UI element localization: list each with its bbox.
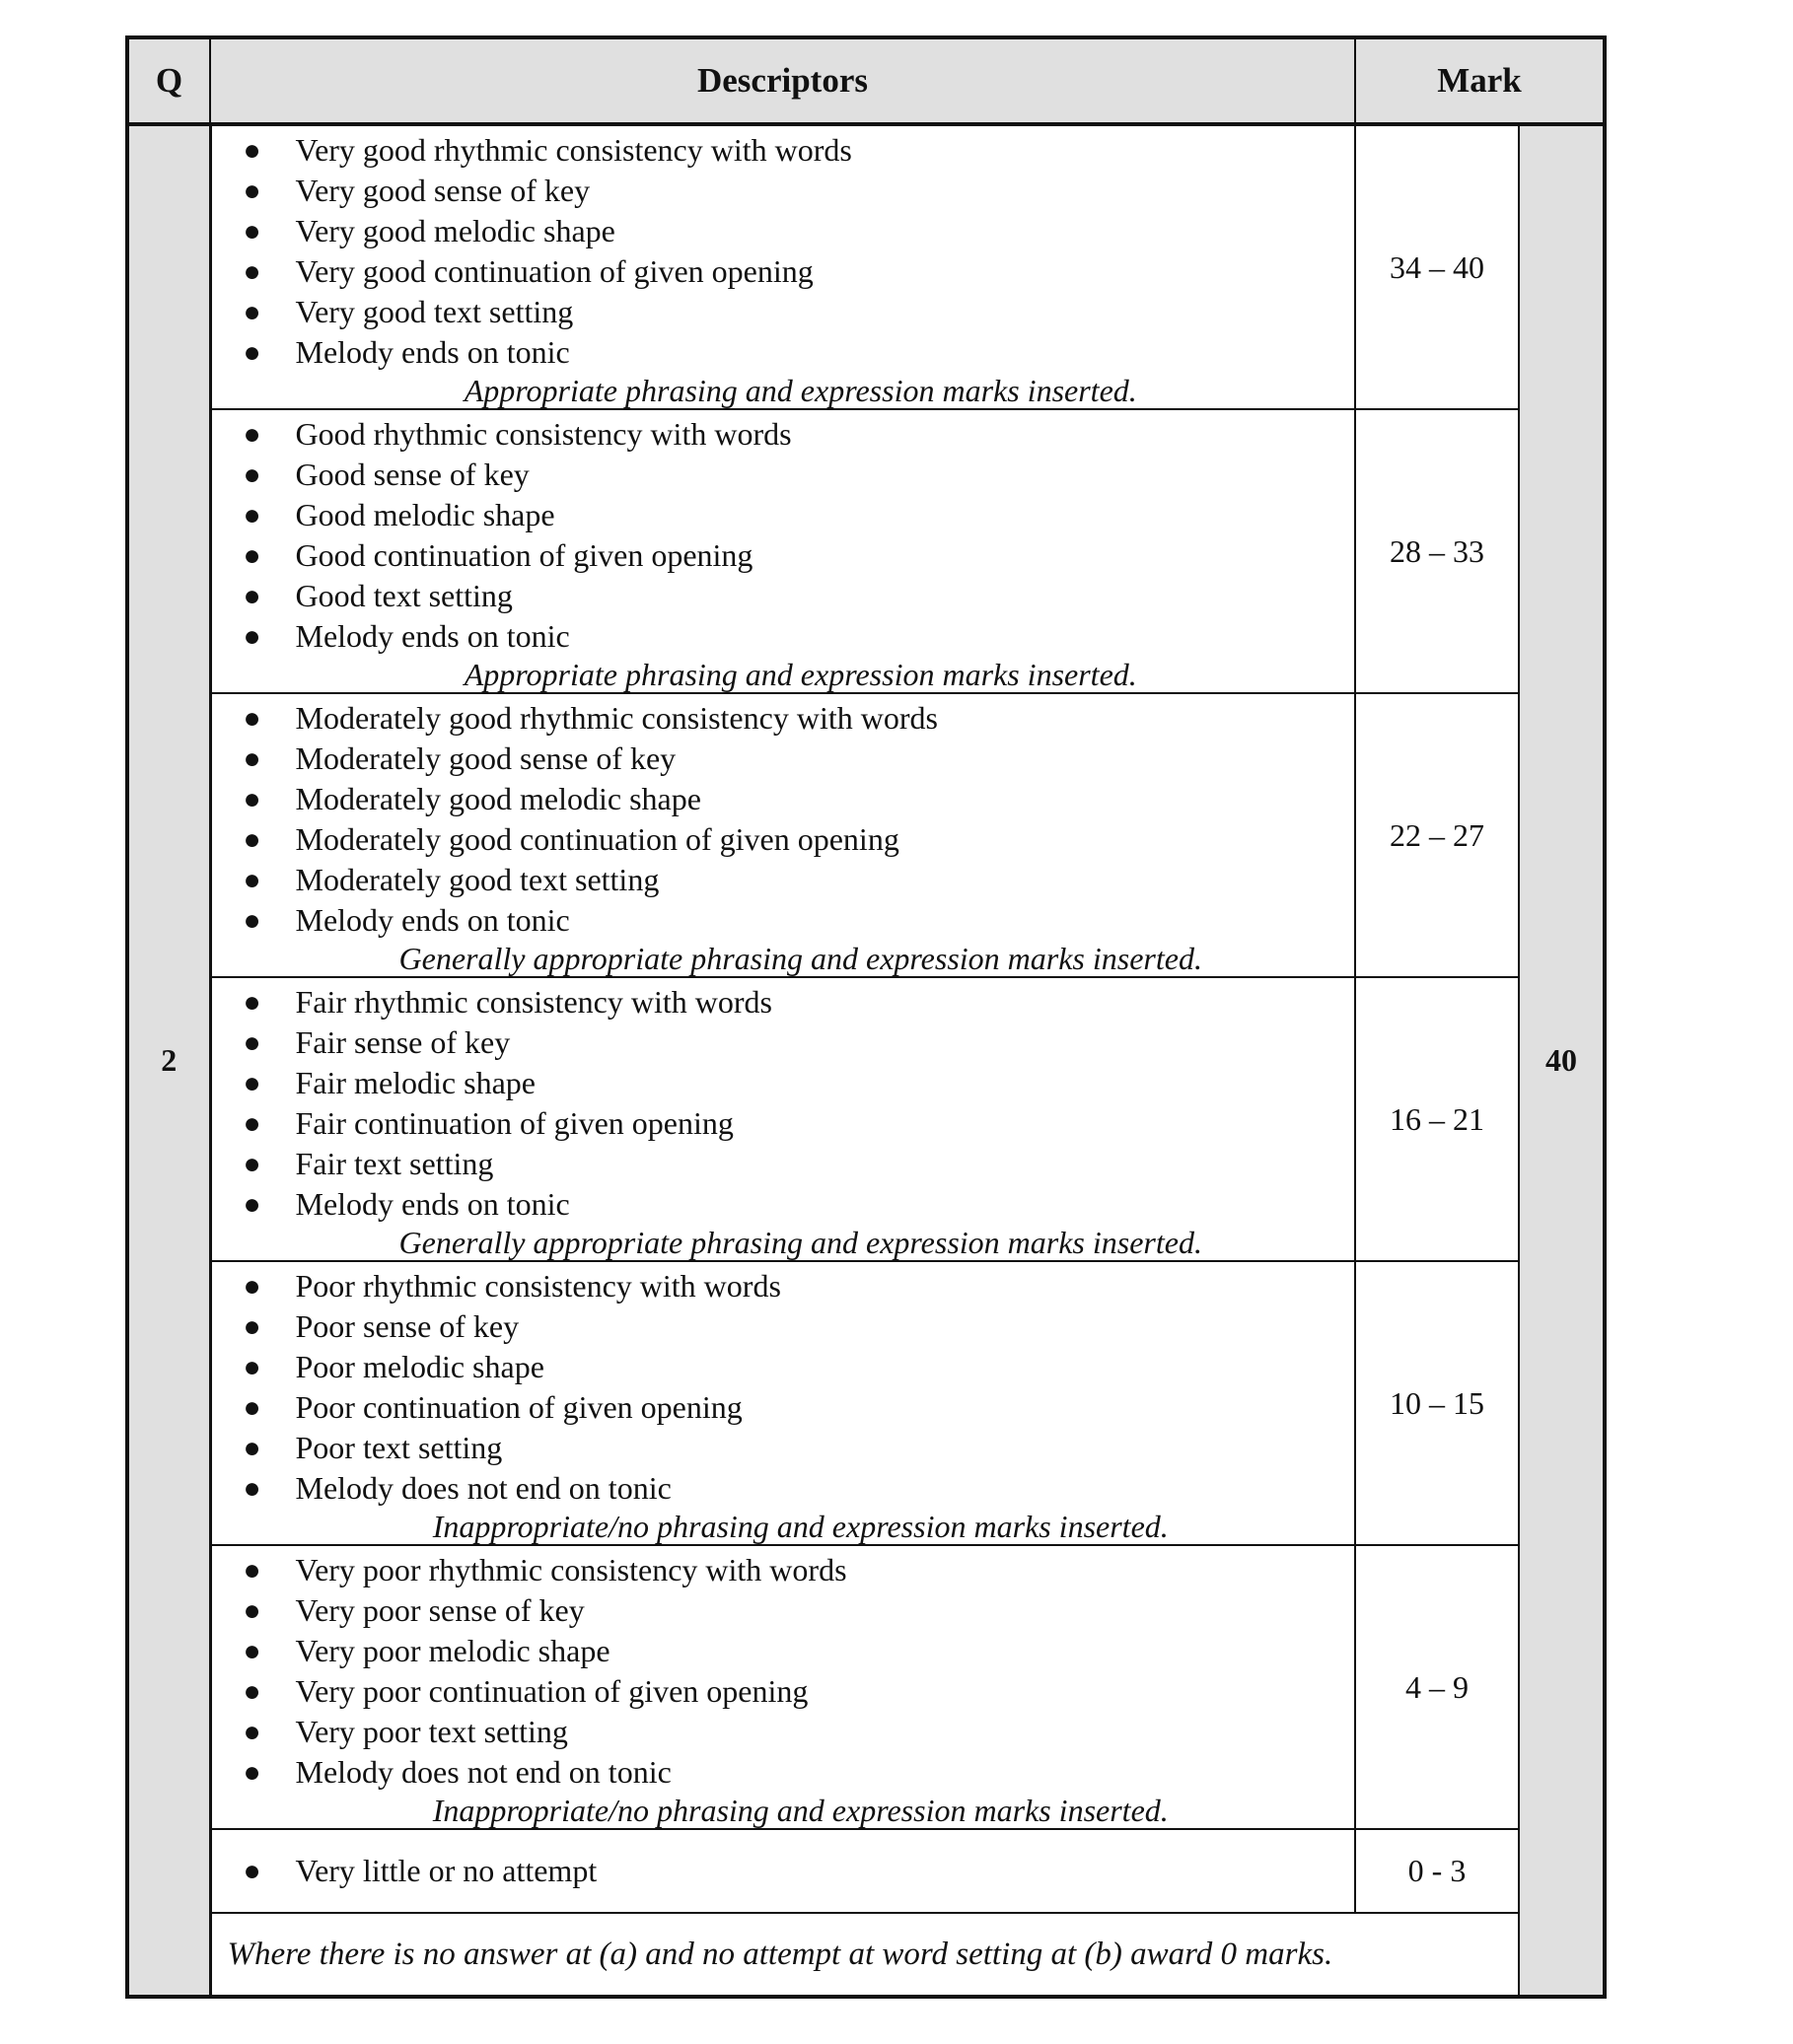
list-item: ● Poor text setting [243,1430,503,1465]
mark-range: 22 – 27 [1355,693,1519,977]
mark-range: 28 – 33 [1355,409,1519,693]
list-item: ● Fair sense of key [243,1024,511,1060]
list-item: ● Good sense of key [243,457,530,492]
list-item: ● Fair continuation of given opening [243,1105,734,1141]
band-descriptors-4 [210,977,1355,1261]
phrasing-note: Inappropriate/no phrasing and expression marks inserted. [432,1793,1169,1828]
list-item: ● Melody does not end on tonic [243,1754,672,1790]
list-item: ● Good rhythmic consistency with words [243,416,792,452]
band-descriptors-2 [210,409,1355,693]
band-row-7 [127,1829,1605,1913]
band-row-2 [127,409,1605,693]
list-item: ● Very good text setting [243,294,574,329]
descriptor-list [228,1550,1335,1793]
list-item: ● Good melodic shape [243,497,555,532]
mark-range: 34 – 40 [1355,124,1519,409]
question-number: 2 [127,124,210,1997]
list-item: ● Poor sense of key [243,1308,520,1344]
list-item: ● Poor melodic shape [243,1349,544,1384]
phrasing-note: Appropriate phrasing and expression marks inserted. [464,657,1137,692]
note-row [127,1913,1605,1997]
phrasing-note: Generally appropriate phrasing and expression marks inserted. [398,941,1202,976]
list-item: ● Melody ends on tonic [243,902,570,938]
phrasing-note: Inappropriate/no phrasing and expression marks inserted. [432,1509,1169,1544]
band-row-1 [127,124,1605,409]
list-item: ● Moderately good rhythmic consistency with words [243,700,938,736]
header-row [127,37,1605,124]
list-item: ● Moderately good sense of key [243,740,677,776]
band-row-6 [127,1545,1605,1829]
band-row-3 [127,693,1605,977]
mark-range: 16 – 21 [1355,977,1519,1261]
list-item: ● Good text setting [243,578,513,613]
mark-range: 0 - 3 [1355,1829,1519,1913]
mark-range: 4 – 9 [1355,1545,1519,1829]
list-item: ● Fair rhythmic consistency with words [243,984,772,1020]
list-item: ● Melody ends on tonic [243,334,570,370]
list-item: ● Fair melodic shape [243,1065,536,1100]
list-item: ● Very poor melodic shape [243,1633,610,1668]
list-item: ● Moderately good continuation of given opening [243,821,899,857]
descriptor-list [228,1851,1335,1891]
zero-marks-note: Where there is no answer at (a) and no attempt at word setting at (b) award 0 marks. [210,1913,1519,1997]
descriptors-header: Descriptors [210,37,1355,124]
phrasing-note: Appropriate phrasing and expression marks inserted. [464,373,1137,408]
total-mark: 40 [1519,124,1605,1997]
band-descriptors-5 [210,1261,1355,1545]
descriptor-list [228,1266,1335,1509]
descriptor-list [228,130,1335,373]
descriptor-list [228,982,1335,1225]
band-descriptors-3 [210,693,1355,977]
list-item: ● Very little or no attempt [243,1853,598,1888]
band-row-5 [127,1261,1605,1545]
phrasing-note: Generally appropriate phrasing and expression marks inserted. [398,1225,1202,1260]
list-item: ● Very good melodic shape [243,213,615,248]
descriptor-list [228,414,1335,657]
marking-scheme-table [125,35,1607,1999]
descriptor-list [228,698,1335,941]
band-descriptors-6 [210,1545,1355,1829]
list-item: ● Very poor rhythmic consistency with words [243,1552,847,1587]
band-descriptors-1 [210,124,1355,409]
list-item: ● Poor continuation of given opening [243,1389,743,1425]
mark-range: 10 – 15 [1355,1261,1519,1545]
list-item: ● Very good sense of key [243,173,591,208]
list-item: ● Poor rhythmic consistency with words [243,1268,781,1304]
list-item: ● Melody ends on tonic [243,1186,570,1222]
list-item: ● Melody ends on tonic [243,618,570,654]
list-item: ● Moderately good melodic shape [243,781,701,816]
list-item: ● Fair text setting [243,1146,494,1181]
list-item: ● Very good rhythmic consistency with words [243,132,852,168]
mark-header: Mark [1355,37,1605,124]
band-row-4 [127,977,1605,1261]
list-item: ● Moderately good text setting [243,862,660,897]
list-item: ● Very poor text setting [243,1714,568,1749]
q-header: Q [127,37,210,124]
list-item: ● Good continuation of given opening [243,537,753,573]
list-item: ● Very good continuation of given opening [243,253,814,289]
list-item: ● Very poor sense of key [243,1592,585,1628]
list-item: ● Melody does not end on tonic [243,1470,672,1506]
list-item: ● Very poor continuation of given opening [243,1673,809,1709]
band-descriptors-7 [210,1829,1355,1913]
